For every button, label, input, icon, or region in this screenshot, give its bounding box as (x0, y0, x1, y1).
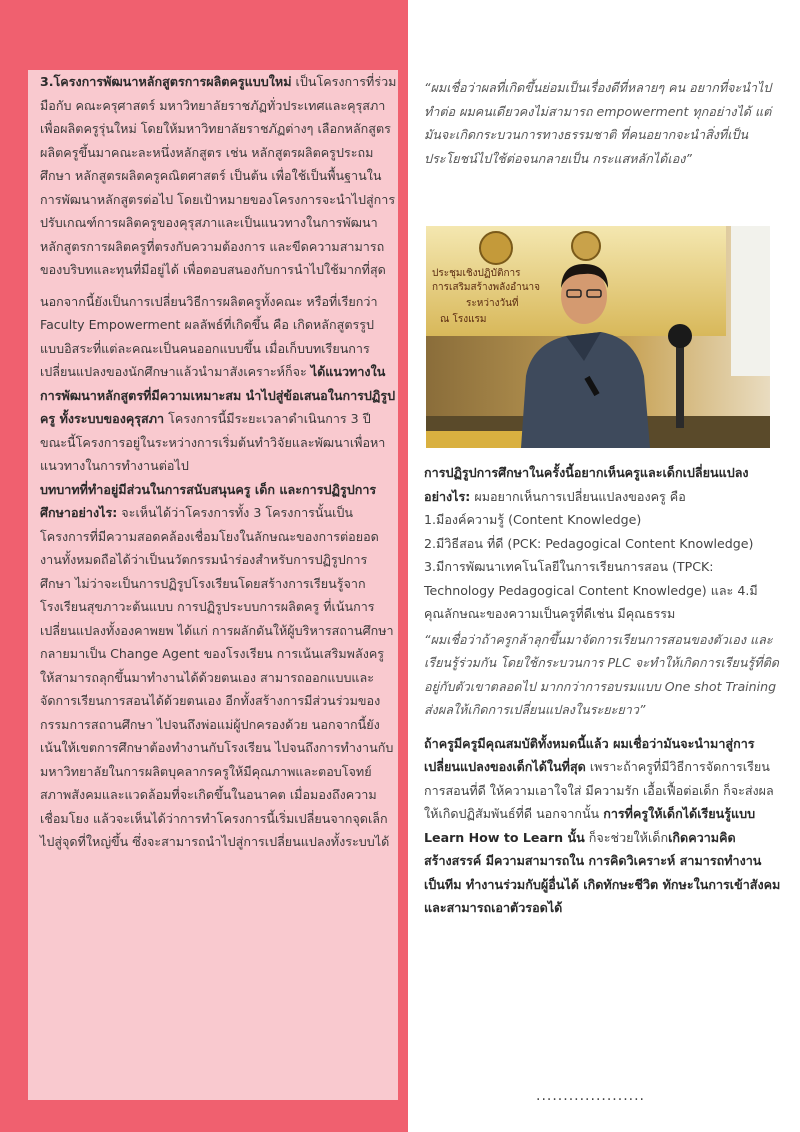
paragraph-project-3 (40, 70, 398, 282)
quote-plc: “ผมเชื่อว่าถ้าครูกล้าลุกขึ้นมาจัดการเรียนการสอนของตัวเอง และเรียนรู้ร่วมกัน โดยใช้กระบวนการ PLC จะทำให้เกิดการเรียนรู้ที่ติดอยู่กับตัวเขาตลอดไป มากกว่าการอบรมแบบ One shot Training ส่งผลให้เกิดการเปลี่ยนแปลงในระยะยาว” (424, 631, 779, 717)
faculty-bold: ได้แนวทางในการพัฒนาหลักสูตรที่มีความเหมาะสม นำไปสู่ข้อเสนอในการปฏิรูปครู ทั้งระบบของคุรุสภา (40, 364, 396, 426)
banner-line-1: ประชุมเชิงปฏิบัติการ (432, 268, 521, 279)
role-heading: บทบาทที่ทำอยู่มีส่วนในการสนับสนุนครู เด็ก และการปฏิรูปการศึกษาอย่างไร: (40, 481, 377, 520)
quote-empowerment: “ผมเชื่อว่าผลที่เกิดขึ้นย่อมเป็นเรื่องดีที่หลายๆ คน อยากที่จะนำไปทำต่อ ผมคนเดียวคงไม่สามารถ empowerment ทุกอย่างได้ แต่มันจะเกิดกระบวนการทางธรรมชาติ ที่คนอยากจะนำสิ่งที่เป็นประโยชน์ไปใช้ต่อจนกลายเป็น กระแสหลักได้เอง” (424, 80, 772, 166)
conclusion-bold-1: ถ้าครูมีครูมีคุณสมบัติทั้งหมดนี้แล้ว ผมเชื่อว่ามันจะนำมาสู่การเปลี่ยนแปลงของเด็กได้ในที่สุด (424, 735, 755, 774)
reform-question-bold: การปฏิรูปการศึกษาในครั้งนี้อยากเห็นครูและเด็กเปลี่ยนแปลงอย่างไร: (424, 465, 749, 504)
list-item: 2.มีวิธีสอน ที่ดี (PCK: Pedagogical Content Knowledge) (424, 535, 754, 551)
paragraph-role (40, 478, 398, 854)
banner-line-3: ระหว่างวันที่ (466, 298, 519, 309)
banner-line-4: ณ โรงแรม (440, 314, 487, 325)
faculty-text-2: โครงการนี้มีระยะเวลาดำเนินการ 3 ปี ขณะนี้โครงการอยู่ในระหว่างการเริ่มต้นทำวิจัยและพัฒนาเพื่อหาแนวทางในการทำงานต่อไป (40, 411, 386, 473)
banner-line-2: การเสริมสร้างพลังอำนาจ (432, 282, 541, 293)
conclusion-text-1: เพราะถ้าครูที่มีวิธีการจัดการเรียนการสอนที่ดี ให้ความเอาใจใส่ มีความรัก เอื้อเฟื้อต่อเด็ก ก็จะส่งผลให้เกิดปฏิสัมพันธ์ที่ดี นอกจากนั้น (424, 759, 774, 821)
project-3-heading: 3.โครงการพัฒนาหลักสูตรการผลิตครูแบบใหม่ (40, 74, 292, 89)
conclusion-bold-3: เกิดความคิดสร้างสรรค์ มีความสามารถใน การคิดวิเคราะห์ สามารถทำงานเป็นทีม ทำงานร่วมกับผู้อื่นได้ เกิดทักษะชีวิต ทักษะในการเข้าสังคม และสามารถเอาตัวรอดได้ (424, 829, 781, 915)
left-text-panel (28, 70, 398, 1100)
list-item: 1.มีองค์ความรู้ (Content Knowledge) (424, 512, 642, 527)
conclusion-paragraph (424, 732, 782, 920)
faculty-text: นอกจากนี้ยังเป็นการเปลี่ยนวิธีการผลิตครูทั้งคณะ หรือที่เรียกว่า Faculty Empowerment ผลลัพธ์ที่เกิดขึ้น คือ เกิดหลักสูตรรูปแบบอิสระที่แต่ละคณะเป็นคนออกแบบขึ้น เมื่อเก็บบทเรียนการเปลี่ยนแปลงของนักศึกษาแล้วนำมาสังเคราะห์ก็จะ (40, 293, 378, 379)
reform-question-text: ผมอยากเห็นการเปลี่ยนแปลงของครู คือ (470, 488, 686, 504)
reform-question (424, 461, 782, 508)
conclusion-text-2: ก็จะช่วยให้เด็ก (584, 829, 669, 845)
end-dots: .................... (536, 1088, 646, 1104)
speaker-photo (426, 226, 770, 448)
conclusion-bold-2: การที่ครูให้เด็กได้เรียนรู้แบบ Learn How to Learn นั้น (424, 806, 756, 845)
paragraph-faculty-empowerment (40, 290, 398, 478)
right-article-body (424, 461, 782, 920)
left-article-body (40, 70, 398, 854)
role-text: จะเห็นได้ว่าโครงการทั้ง 3 โครงการนั้นเป็นโครงการที่มีความสอดคล้องเชื่อมโยงในลักษณะของการต่อยอดงานทั้งหมดถือได้ว่าเป็นนวัตกรรมนำร่องสำหรับการปฏิรูปการศึกษา ไม่ว่าจะเป็นการปฏิรูปโรงเรียนโดยสร้างการเรียนรู้จากโรงเรียนสุขภาวะต้นแบบ การปฏิรูประบบการผลิตครู ที่เน้นการเปลี่ยนแปลงทั้งองคาพยพ ได้แก่ การผลักดันให้ผู้บริหารสถานศึกษากลายมาเป็น Change Agent ของโรงเรียน การเน้นเสริมพลังครูให้สามารถลุกขึ้นมาทำงานได้ด้วยตนเอง สามารถออกแบบและจัดการเรียนการสอนได้ด้วยตนเอง อีกทั้งสร้างการมีส่วนร่วมของกรรมการสถานศึกษา ไปจนถึงพ่อแม่ผู้ปกครองด้วย นอกจากนี้ยังเน้นให้เขตการศึกษาต้องทำงานกับโรงเรียน ไปจนถึงการทำงานกับมหาวิทยาลัยในการผลิตบุคลากรครูให้มีคุณภาพและตอบโจทย์สภาพสังคมและแวดล้อมที่จะเกิดขึ้นในอนาคต เมื่อมองถึงความเชื่อมโยง แล้วจะเห็นได้ว่าการทำโครงการนี้เริ่มเปลี่ยนจากจุดเล็กไปสู่จุดที่ใหญ่ขึ้น ซึ่งจะสามารถนำไปสู่การเปลี่ยนแปลงทั้งระบบได้ (40, 505, 394, 849)
speaker-photo-illustration (426, 226, 770, 448)
project-3-text: เป็นโครงการที่ร่วมมือกับ คณะครุศาสตร์ มหาวิทยาลัยราชภัฏทั่วประเทศและคุรุสภา เพื่อผลิตครูรุ่นใหม่ โดยให้มหาวิทยาลัยราชภัฏต่างๆ เลือกหลักสูตรผลิตครูขึ้นมาคณะละหนึ่งหลักสูตร เช่น หลักสูตรผลิตครูประถมศึกษา หลักสูตรผลิตครูคณิตศาสตร์ เป็นต้น เพื่อใช้เป็นพื้นฐานในการพัฒนาหลักสูตรต่อไป โดยเป้าหมายของโครงการจะนำไปสู่การปรับเกณฑ์การผลิตครูของคุรุสภาและเป็นแนวทางในการพัฒนาหลักสูตรการผลิตครูที่ตรงกับความต้องการ และขีดความสามารถของบริบทและทุนที่มีอยู่ได้ เพื่อตอบสนองกับการนำไปใช้มากที่สุด (40, 74, 397, 277)
list-item: 3.มีการพัฒนาเทคโนโลยีในการเรียนการสอน (TPCK: Technology Pedagogical Content Knowledge) และ 4.มีคุณลักษณะของความเป็นครูที่ดีเช่น มีคุณธรรม (424, 559, 758, 621)
